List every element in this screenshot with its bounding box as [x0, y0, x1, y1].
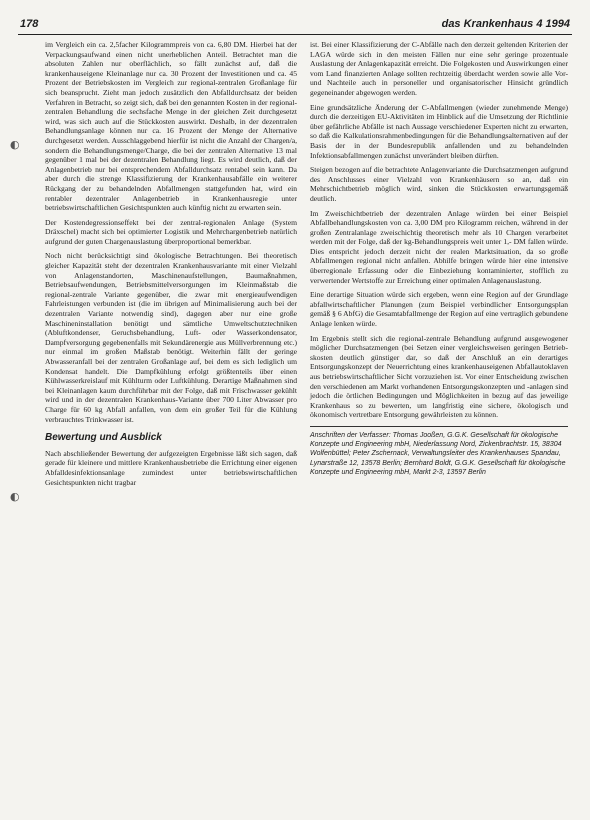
page-number: 178 — [20, 18, 39, 30]
paragraph: Im Zweischichtbetrieb der dezentralen Anlage würden bei einer Beispiel Abfallbehandlungskosten von ca. 3,00 DM pro Kilogramm reichen, während in der großen Zentralanlage zweischichtig theoretisch mehr als 10 Chargen verarbeitet werden mit der Folge, daß der kg-Behandlungspreis weit unter 1,- DM fallen würde. Dies entspricht jedoch derzeit nicht der realen Marktsituation, da so große Abfallmengen regional nicht anfallen. Abhilfe bringen würde hier eine intensive überregionale Erfassung oder die Einbeziehung kontaminierter, stofflich zu verwertender Wertstoffe zur Erreichung einer optimalen Anlagenauslastung. — [310, 208, 568, 285]
paragraph: Nach abschließender Bewertung der aufgezeigten Ergebnisse läßt sich sagen, daß gerade für kleinere und mittlere Krankenhausbetriebe die Errichtung einer eigenen Abfalldesinfektionsanlage zumindest unter betriebswirtschaftlichen Gesichtspunkten nicht tragbar — [45, 448, 297, 487]
journal-title: das Krankenhaus 4 1994 — [441, 18, 570, 30]
paragraph: Eine derartige Situation würde sich ergeben, wenn eine Region auf der Grundlage abfallwirtschaftlicher Planungen (zum Beispiel verbindlicher Entsorgungsplan gemäß § 6 AbfG) die Gesamtabfallmenge der Region auf eine vertraglich gebundene Anlage lenken würde. — [310, 290, 568, 329]
punch-hole-icon: ◐ — [10, 490, 20, 503]
paragraph: ist. Bei einer Klassifizierung der C-Abfälle nach den derzeit geltenden Kriterien der LAGA würde sich in den meisten Fällen nur eine sehr geringe prozentuale Auslastung der Anlagenkapazität erreicht. Die Folgekosten und Auswirkungen einer vom Land finanzierten Anlage sollten rechtzeitig überdacht werden sowie alle Vor- und Nachteile auch in personeller und organisatorischer Hinsicht gründlich gegeneinander abgewogen werden. — [310, 40, 568, 97]
section-heading: Bewertung und Ausblick — [45, 432, 162, 444]
paragraph: im Vergleich ein ca. 2,5facher Kilogrammpreis von ca. 6,80 DM. Hierbei hat der Verpackungsaufwand einen nicht unerheblichen Anteil. Betrachtet man die absoluten Zahlen nur oberflächlich, so fällt zunächst auf, daß die krankenhauseigene Kleinanlage nur ca. 30 Prozent der Investitionen und ca. 45 Prozent der Betriebskosten im Vergleich zur regional-zentralen Großanlage für sich beansprucht. Zieht man jedoch zusätzlich den Abfalldurchsatz der beiden Verfahren in Betracht, so zeigt sich, daß bei den genannten Kosten in der regional-zentralen Behandlung die sechsfache Menge in der gleichen Zeit durchgesetzt wird, was sich auch auf die Stückkosten auswirkt. Deshalb, in der dezentralen Behandlungsanlage können nur ca. 16 Prozent der Menge der Alternative durchgesetzt werden. Ausschlaggebend hierfür ist nicht die Anzahl der Chargen/a, sondern die Behandlungsmenge/Charge, die bei der zentralen Alternative 13 mal gegenüber 1 mal bei der dezentralen Behandlung liegt. Es wird deutlich, daß der Anlagenbetrieb nur bei entsprechendem Abfalldurchsatz rentabel sein kann. Da aber durch die strenge Klassifizierung der Krankenhausabfälle ein weiterer Rückgang der zu behandelnden Abfallmengen stattgefunden hat, wird ein rentabler dezentraler Anlagenbetrieb in Krankenhausregie unter betriebswirtschaftlichen Gesichtspunkten auch künftig nicht zu erwarten sein. — [45, 40, 297, 213]
paragraph: Eine grundsätzliche Änderung der C-Abfallmengen (wieder zunehmende Menge) durch die derzeitigen EU-Aktivitäten im Hinblick auf die Umsetzung der Richtlinie über gefährliche Abfälle ist nach Aussage verschiedener Experten nicht zu erwarten, so daß die Kalkulationsrahmenbedingungen für die Behandlungsalternativen auf der Basis der in der Bundesrepublik anfallenden und zu behandelnden Infektionsabfallmengen zunächst unverändert bleiben dürften. — [310, 102, 568, 160]
paragraph: Im Ergebnis stellt sich die regional-zentrale Behandlung aufgrund ausgewogener möglicher Durchsatzmengen (bei Setzen einer vergleichsweisen geringen Betrieb-skosten deutlich günstiger dar, so daß der Anschluß an ein derartiges Entsorgungskonzept der Neuerrichtung eines krankenhauseigenen Abfallautoklaven aus betriebswirtschaftlicher Sicht vorzuziehen ist. Vor einer Entscheidung zwischen den verschiedenen am Markt vorhandenen Entsorgungskonzepten und -anlagen sind jedoch die örtlichen Bedingungen und Möglichkeiten in bezug auf das jeweilige Krankenhaus so zu bewerten, um langfristig eine sichere, ökologisch und ökonomisch vertretbare Entsorgung gewährleisten zu können. — [310, 333, 568, 420]
paragraph: Der Kostendegressionseffekt bei der zentral-regionalen Anlage (System Dräxschel) macht sich bei optimierter Logistik und Mehrchargenbetrieb natürlich aufgrund der guten Chargenauslastung überproportional bemerkbar. — [45, 217, 297, 246]
page-header — [18, 16, 572, 35]
left-column — [45, 40, 297, 492]
author-addresses: Anschriften der Verfasser: Thomas Jooßen, G.G.K. Gesellschaft für ökologische Konzepte und Engineering mbH, Niederlassung Nord, Zickenbrachtstr. 15, 38304 Wolfenbüttel; Peter Zschernack, Verwaltungsleiter des Krankenhauses Spandau, Lynarstraße 12, 13578 Berlin; Bernhard Boldt, G.G.K. Gesellschaft für ökologische Konzepte und Engineering mbH, Markt 2-3, 13597 Berlin — [310, 426, 568, 477]
paragraph: Steigen bezogen auf die betrachtete Anlagenvariante die Durchsatzmengen aufgrund des Anschlusses einer Vielzahl von Krankenhäusern so an, daß ein Mehrschichtbetrieb möglich wird, sinken die Stückkosten erwartungsgemäß deutlich. — [310, 165, 568, 203]
punch-hole-icon: ◐ — [10, 138, 20, 151]
paragraph: Noch nicht berücksichtigt sind ökologische Betrachtungen. Bei theoretisch gleicher Kapazität steht der dezentralen Krankenhausvariante mit einer Vielzahl von Anlagenstandorten, Maschinenaufstellungen, Baumaßnahmen, Betriebsaufwendungen, Betriebsmittelversorgungen im Kleinmaßstab die regional-zentrale Variante gegenüber, die zwar mit energieaufwendigen Fahrleistungen verbunden ist (die im übrigen auf Minimalisierung auch bei der dezentralen Variante notwendig sind), dagegen aber nur eine große Maschineninstallation benötigt und sämtliche Umweltschutztechniken (Abluftkondenser, Geruchsbehandlung, Luft- oder Wasserkondensator, Dampfversorgung gegebenenfalls mit Sekundärenergie aus Müllverbrennung etc.) nur einmal im großen Maßstab benötigt. Weiterhin fällt der geringe Abwasseranfall bei der zentralen Großanlage auf, bei dem es sich lediglich um Kondensat handelt. Die Dampfkühlung erfolgt größtenteils über einen Kühlwasserkreislauf mit Kühlturm oder Luftkühlung. Derartige Maßnahmen sind bei Kleinanlagen kaum durchführbar mit der Folge, daß mit Frischwasser gekühlt wird und in der dezentralen Krankenhaus-Variante über 700 Liter Abwasser pro Charge für 60 kg Abfall anfallen, von dem ein großer Teil für die Kühlung verbrauchtes Trinkwasser ist. — [45, 251, 297, 424]
right-column — [310, 40, 568, 477]
